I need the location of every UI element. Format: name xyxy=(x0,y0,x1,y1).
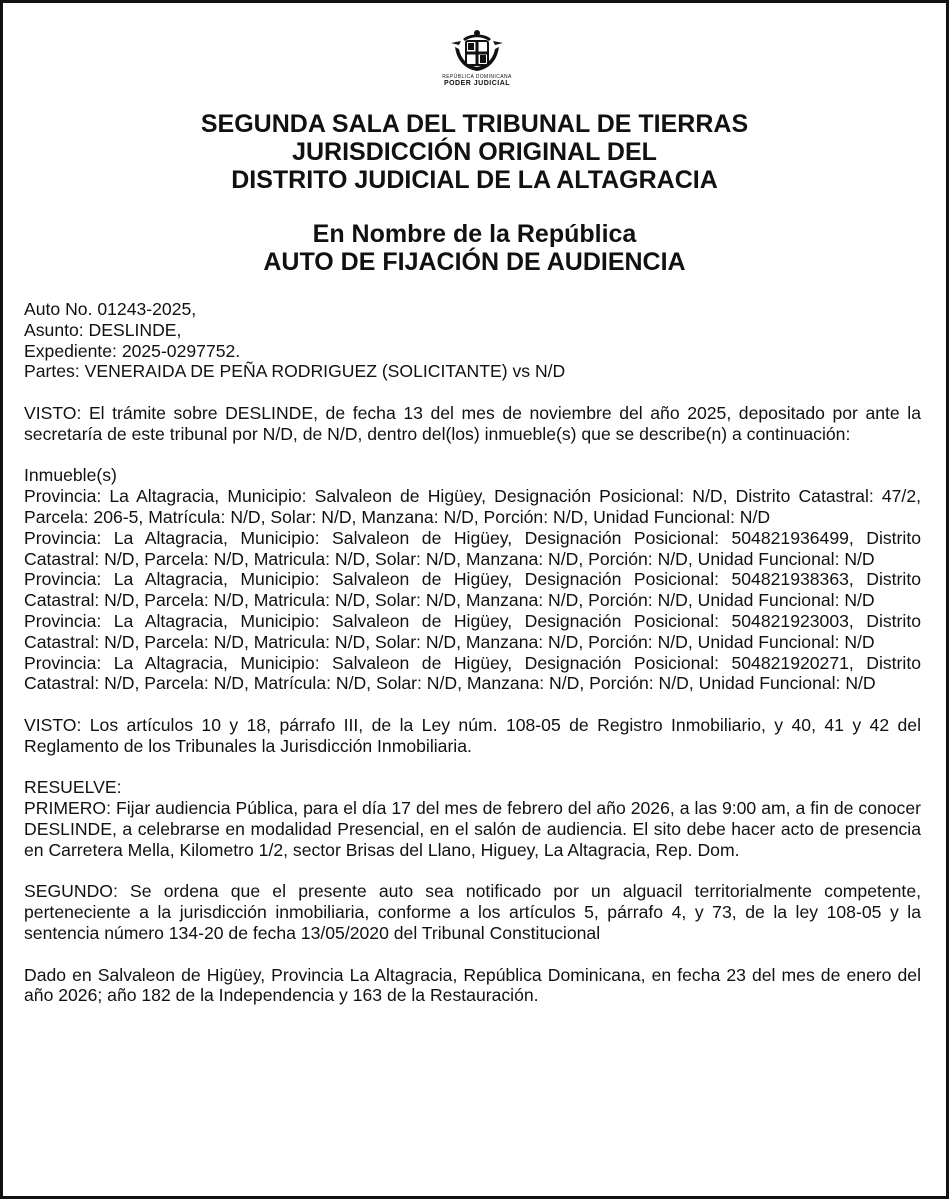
inmueble-item: Provincia: La Altagracia, Municipio: Salvaleon de Higüey, Designación Posicional: 504821938363, Distrito Catastral: N/D, Parcela: N/D, Matricula: N/D, Solar: N/D, Manzana: N/D, Porción: N/D, Unidad Funcional: N/D xyxy=(24,569,921,611)
expediente: Expediente: 2025-0297752. xyxy=(24,340,241,361)
partes: Partes: VENERAIDA DE PEÑA RODRIGUEZ (SOLICITANTE) vs N/D xyxy=(24,361,566,382)
inmueble-item: Provincia: La Altagracia, Municipio: Salvaleon de Higüey, Designación Posicional: 504821936499, Distrito Catastral: N/D, Parcela: N/D, Matricula: N/D, Solar: N/D, Manzana: N/D, Porción: N/D, Unidad Funcional: N/D xyxy=(24,527,921,569)
resuelve-label: RESUELVE: xyxy=(24,777,122,798)
poder-judicial-logo xyxy=(437,27,517,95)
inmuebles-heading: Inmueble(s) xyxy=(24,465,117,486)
segundo-paragraph: SEGUNDO: Se ordena que el presente auto sea notificado por un alguacil territorialmente competente, perteneciente a la jurisdicción inmobiliaria, conforme a los artículos 5, párrafo 4, y 73, de la ley 108-05 y la sentencia número 134-20 de fecha 13/05/2020 del Tribunal Constitucional xyxy=(24,881,921,943)
document-heading xyxy=(3,110,946,276)
asunto: Asunto: DESLINDE, xyxy=(24,319,182,340)
inmueble-item: Provincia: La Altagracia, Municipio: Salvaleon de Higüey, Designación Posicional: N/D, Distrito Catastral: 47/2, Parcela: 206-5, Matrícula: N/D, Solar: N/D, Manzana: N/D, Porción: N/D, Unidad Funcional: N/D xyxy=(24,486,921,527)
court-name-line-3: DISTRITO JUDICIAL DE LA ALTAGRACIA xyxy=(231,166,718,194)
court-name-line-1: SEGUNDA SALA DEL TRIBUNAL DE TIERRAS xyxy=(200,110,749,138)
inmueble-item: Provincia: La Altagracia, Municipio: Salvaleon de Higüey, Designación Posicional: 504821923003, Distrito Catastral: N/D, Parcela: N/D, Matricula: N/D, Solar: N/D, Manzana: N/D, Porción: N/D, Unidad Funcional: N/D xyxy=(24,610,921,652)
court-name-line-2: JURISDICCIÓN ORIGINAL DEL xyxy=(292,138,657,166)
closing-paragraph: Dado en Salvaleon de Higüey, Provincia La Altagracia, República Dominicana, en fecha 23 del mes de enero del año 2026; año 182 de la Independencia y 163 de la Restauración. xyxy=(24,964,921,1006)
inmueble-item: Provincia: La Altagracia, Municipio: Salvaleon de Higüey, Designación Posicional: 504821920271, Distrito Catastral: N/D, Parcela: N/D, Matrícula: N/D, Solar: N/D, Manzana: N/D, Porción: N/D, Unidad Funcional: N/D xyxy=(24,652,921,694)
document-subtitle: En Nombre de la República xyxy=(312,220,637,248)
auto-number: Auto No. 01243-2025, xyxy=(24,299,197,319)
shield-icon xyxy=(449,27,505,73)
primero-paragraph: PRIMERO: Fijar audiencia Pública, para el día 17 del mes de febrero del año 2026, a las 9:00 am, a fin de conocer DESLINDE, a celebrarse en modalidad Presencial, en el salón de audiencia. El sito debe hacer acto de presencia en Carretera Mella, Kilometro 1/2, sector Brisas del Llano, Higuey, La Altagracia, Rep. Dom. xyxy=(24,798,921,860)
visto-tramite-paragraph: VISTO: El trámite sobre DESLINDE, de fecha 13 del mes de noviembre del año 2025, depositado por ante la secretaría de este tribunal por N/D, de N/D, dentro del(los) inmueble(s) que se describe(n) a continuación: xyxy=(24,402,921,444)
document-title: AUTO DE FIJACIÓN DE AUDIENCIA xyxy=(263,248,686,276)
visto-articulos-paragraph: VISTO: Los artículos 10 y 18, párrafo III, de la Ley núm. 108-05 de Registro Inmobiliario, y 40, 41 y 42 del Reglamento de los Tribunales la Jurisdicción Inmobiliaria. xyxy=(24,714,921,756)
logo-country-text: REPÚBLICA DOMINICANA xyxy=(442,74,512,80)
logo-institution-text: PODER JUDICIAL xyxy=(443,80,511,87)
document-body xyxy=(24,299,921,1006)
